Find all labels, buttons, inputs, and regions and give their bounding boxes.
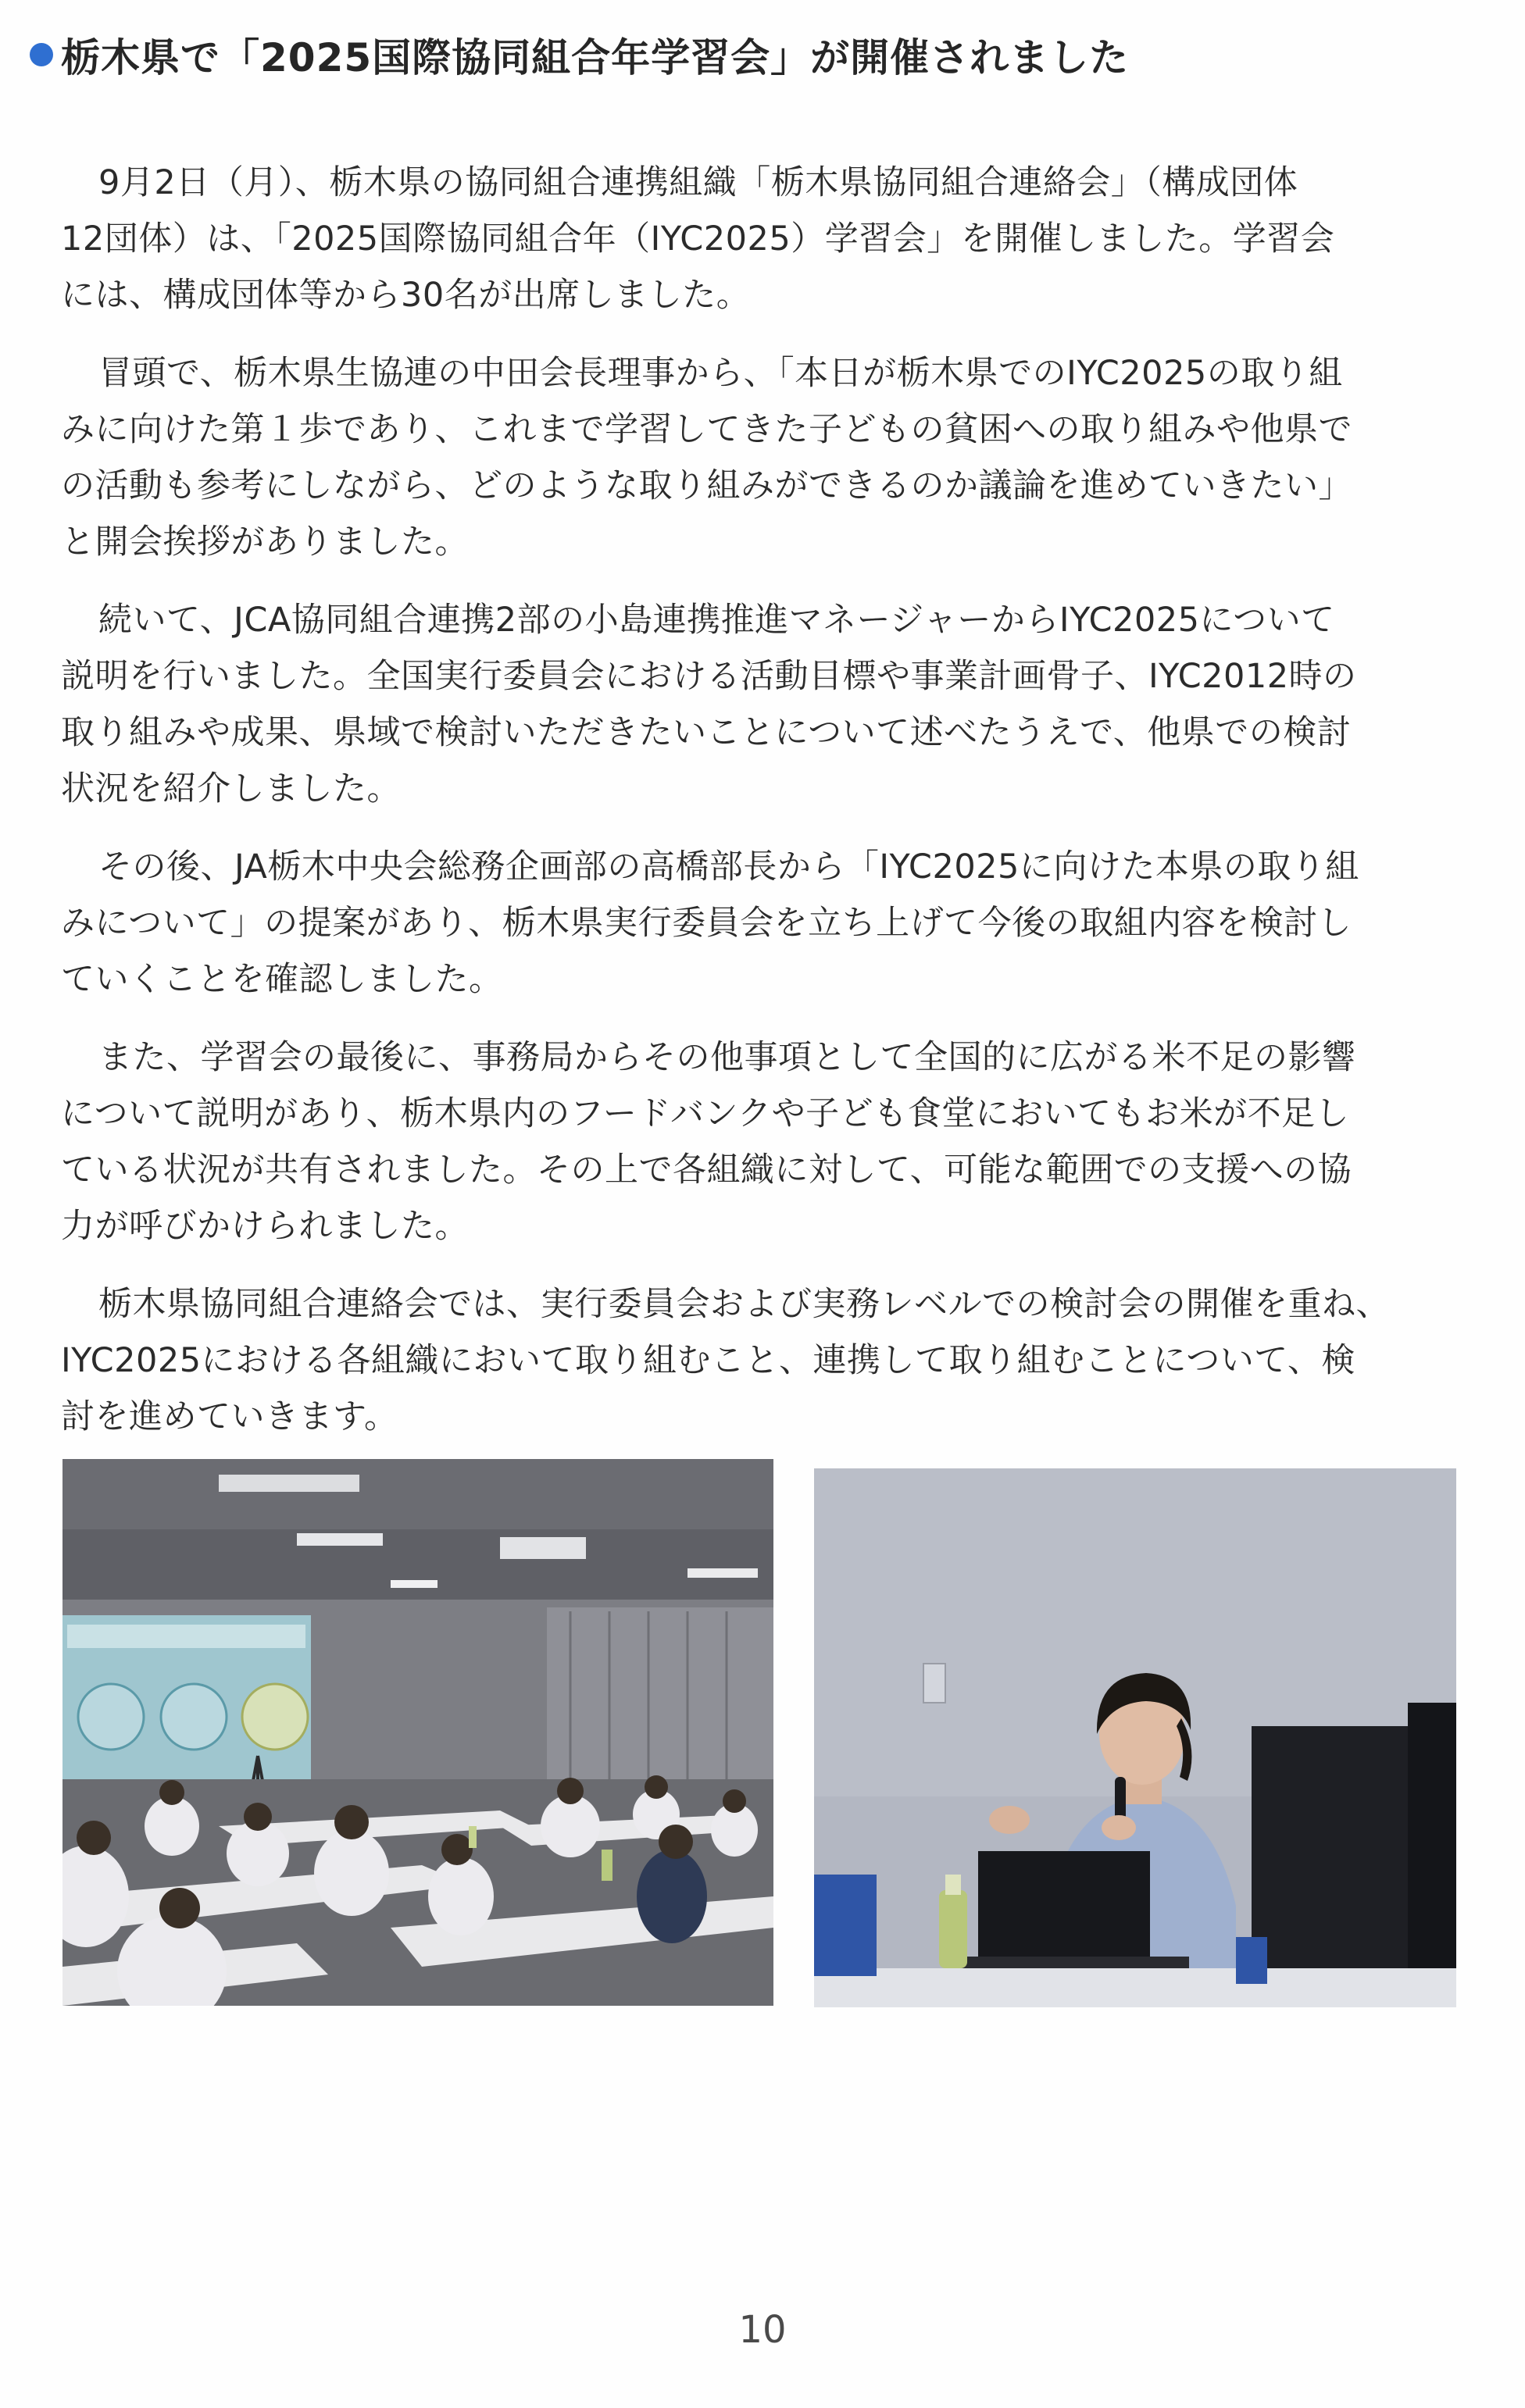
text-line: 冒頭で、栃木県生協連の中田会長理事から、「本日が栃木県でのIYC2025の取り組 — [98, 354, 1343, 393]
text-line: 続いて、JCA協同組合連携2部の小島連携推進マネージャーからIYC2025について — [98, 601, 1335, 640]
meeting-room-photo — [62, 1459, 773, 2006]
bullet-icon — [30, 43, 53, 66]
text-line: みに向けた第１歩であり、これまで学習してきた子どもの貧困への取り組みや他県で — [61, 410, 1352, 449]
text-line: 栃木県協同組合連絡会では、実行委員会および実務レベルでの検討会の開催を重ね、 — [98, 1285, 1390, 1324]
article-heading — [30, 23, 1129, 86]
paragraph — [61, 592, 1484, 817]
text-line: には、構成団体等から30名が出席しました。 — [61, 276, 751, 315]
text-line: また、学習会の最後に、事務局からその他事項として全国的に広がる米不足の影響 — [98, 1038, 1356, 1077]
paragraph — [61, 155, 1484, 323]
paragraph — [61, 1276, 1484, 1445]
paragraph — [61, 1029, 1484, 1254]
text-line: について説明があり、栃木県内のフードバンクや子ども食堂においてもお米が不足し — [61, 1094, 1350, 1133]
paragraph — [61, 345, 1484, 570]
text-line: その後、JA栃木中央会総務企画部の高橋部長から「IYC2025に向けた本県の取り組 — [98, 847, 1359, 887]
text-line: 取り組みや成果、県域で検討いただきたいことについて述べたうえで、他県での検討 — [61, 713, 1352, 752]
text-line: 力が呼びかけられました。 — [61, 1207, 469, 1246]
text-line: IYC2025における各組織において取り組むこと、連携して取り組むことについて、検 — [61, 1341, 1355, 1380]
presenter-photo — [814, 1468, 1456, 2007]
text-line: の活動も参考にしながら、どのような取り組みができるのか議論を進めていきたい」 — [61, 466, 1352, 505]
text-line: 12団体）は、「2025国際協同組合年（IYC2025）学習会」を開催しました。学習会 — [61, 219, 1335, 259]
article-body — [61, 155, 1484, 1467]
text-line: 説明を行いました。全国実行委員会における活動目標や事業計画骨子、IYC2012時の — [61, 657, 1357, 696]
page-number: 10 — [738, 2308, 787, 2352]
text-line: 9月2日（月）、栃木県の協同組合連携組織「栃木県協同組合連絡会」（構成団体 — [98, 163, 1298, 202]
text-line: 状況を紹介しました。 — [61, 769, 401, 808]
article-title: 栃木県で「2025国際協同組合年学習会」が開催されました — [61, 35, 1130, 80]
text-line: と開会挨拶がありました。 — [61, 523, 469, 562]
text-line: みについて」の提案があり、栃木県実行委員会を立ち上げて今後の取組内容を検討し — [61, 904, 1352, 943]
text-line: ていくことを確認しました。 — [61, 960, 503, 999]
text-line: ている状況が共有されました。その上で各組織に対して、可能な範囲での支援への協 — [61, 1150, 1352, 1190]
text-line: 討を進めていきます。 — [61, 1397, 398, 1436]
paragraph — [61, 839, 1484, 1008]
